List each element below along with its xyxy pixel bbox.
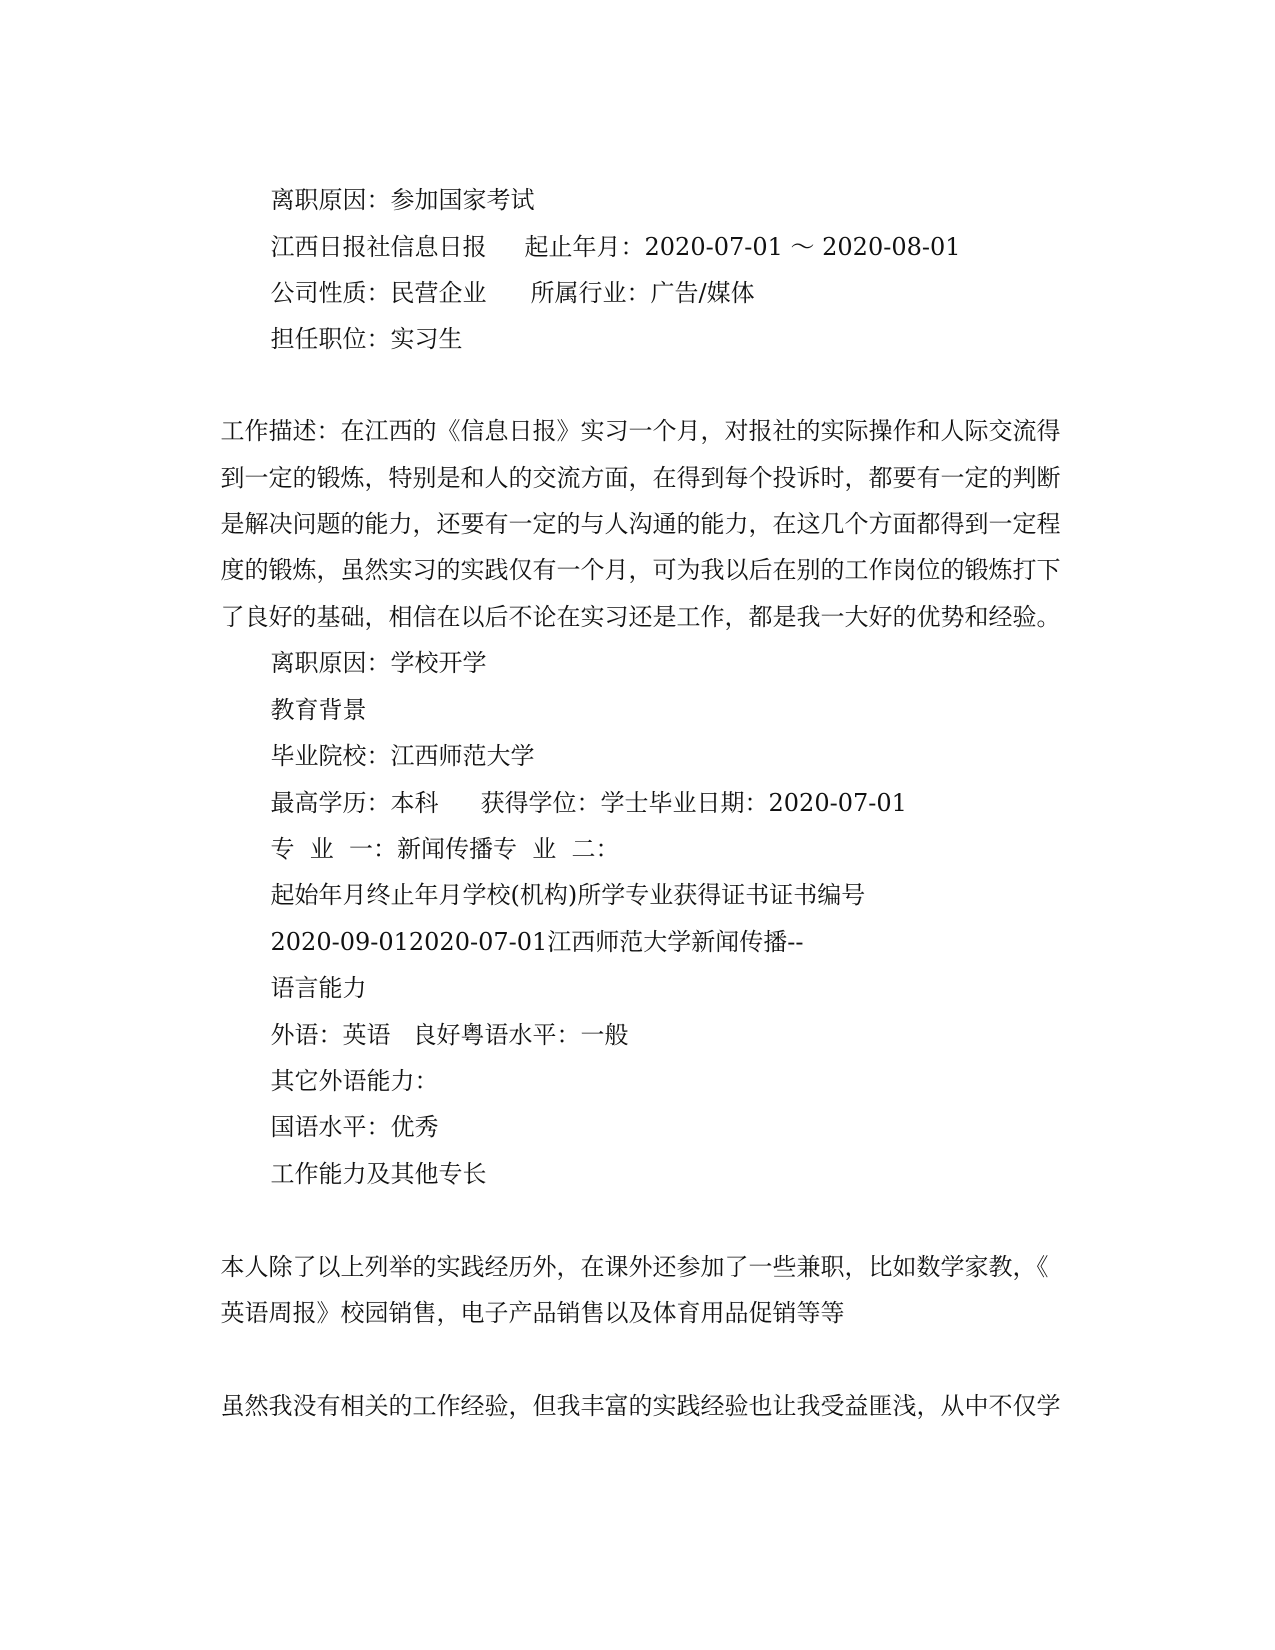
employment-period: 起止年月：2020-07-01 ～ 2020-08-01	[524, 233, 961, 261]
text-line: 国语水平：优秀	[270, 1113, 439, 1141]
text-line: 离职原因：学校开学	[270, 649, 487, 677]
paragraph-text: 虽然我没有相关的工作经验，但我丰富的实践经验也让我受益匪浅，从中不仅学	[220, 1392, 1061, 1420]
degree-date: 获得学位：学士毕业日期：2020-07-01	[480, 789, 907, 817]
paragraph-text: 到一定的锻炼，特别是和人的交流方面，在得到每个投诉时，都要有一定的判断	[220, 464, 1061, 492]
paragraph-text: 是解决问题的能力，还要有一定的与人沟通的能力，在这几个方面都得到一定程	[220, 510, 1061, 538]
paragraph-text: 工作描述：在江西的《信息日报》实习一个月，对报社的实际操作和人际交流得	[220, 417, 1061, 445]
foreign-language: 外语：英语	[270, 1021, 391, 1049]
company-type: 公司性质：民营企业	[270, 279, 487, 307]
text-line: 2020-09-012020-07-01江西师范大学新闻传播--	[270, 928, 804, 956]
paragraph-text: 本人除了以上列举的实践经历外，在课外还参加了一些兼职，比如数学家教，《	[220, 1253, 1049, 1281]
experience-summary-line	[190, 1361, 1061, 1451]
text-line: 专 业 一：新闻传播专 业 二：	[270, 835, 620, 863]
paragraph-text: 英语周报》校园销售，电子产品销售以及体育用品促销等等	[220, 1299, 845, 1327]
section-heading: 教育背景	[270, 696, 367, 724]
section-heading: 语言能力	[270, 974, 367, 1002]
industry: 所属行业：广告/媒体	[530, 279, 755, 307]
position: 担任职位：实习生	[270, 325, 463, 353]
education-level: 最高学历：本科	[270, 789, 439, 817]
employer-name: 江西日报社信息日报	[270, 233, 487, 261]
paragraph-text: 了良好的基础，相信在以后不论在实习还是工作，都是我一大好的优势和经验。	[220, 603, 1061, 631]
text-line: 离职原因：参加国家考试	[270, 186, 535, 214]
text-line: 起始年月终止年月学校(机构)所学专业获得证书证书编号	[270, 881, 866, 909]
paragraph-text: 度的锻炼，虽然实习的实践仅有一个月，可为我以后在别的工作岗位的锻炼打下	[220, 556, 1061, 584]
position-line	[240, 294, 463, 384]
part-time-line-2	[190, 1268, 845, 1358]
text-line: 毕业院校：江西师范大学	[270, 742, 535, 770]
section-heading: 工作能力及其他专长	[270, 1160, 487, 1188]
cantonese-level: 良好粤语水平：一般	[412, 1021, 629, 1049]
text-line: 其它外语能力：	[270, 1067, 439, 1095]
skills-heading	[240, 1129, 487, 1219]
